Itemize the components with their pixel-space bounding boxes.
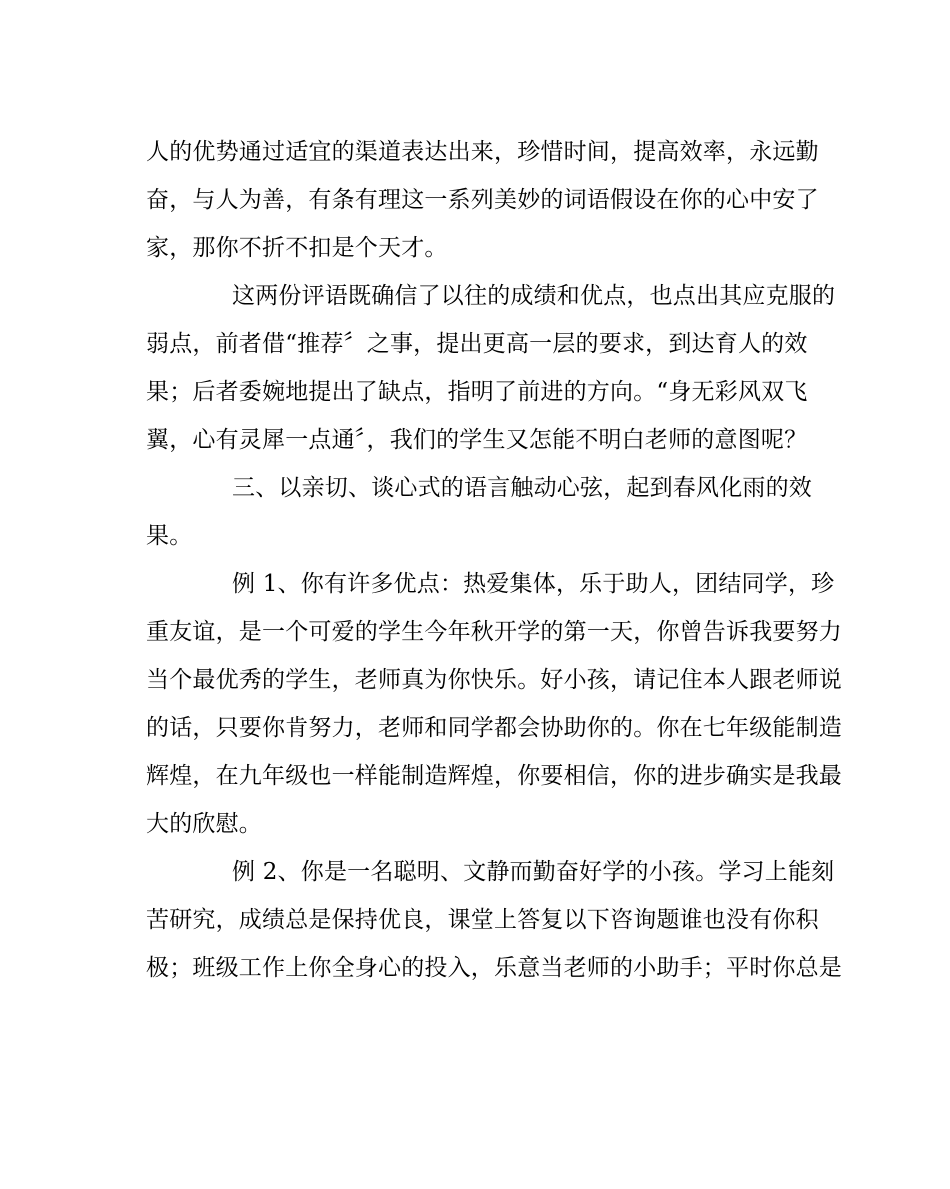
text-line-12: 当个最优秀的学生，老师真为你快乐。好小孩，请记住本人跟老师说 xyxy=(146,667,842,693)
text-line-5: 弱点，前者借“推荐〞之事，提出更高一层的要求，到达育人的效 xyxy=(146,331,808,357)
text-line-7: 翼，心有灵犀一点通〞，我们的学生又怎能不明白老师的意图呢？ xyxy=(146,427,808,453)
text-line-4: 这两份评语既确信了以往的成绩和优点，也点出其应克服的 xyxy=(232,283,836,309)
text-line-14: 辉煌，在九年级也一样能制造辉煌，你要相信，你的进步确实是我最 xyxy=(146,763,842,789)
text-line-17: 苦研究，成绩总是保持优良，课堂上答复以下咨询题谁也没有你积 xyxy=(146,907,819,933)
text-line-3: 家，那你不折不扣是个天才。 xyxy=(146,235,448,261)
text-line-6: 果；后者委婉地提出了缺点，指明了前进的方向。“身无彩风双飞 xyxy=(146,379,808,405)
text-line-9: 果。 xyxy=(146,523,193,549)
text-line-2: 奋，与人为善，有条有理这一系列美妙的词语假设在你的心中安了 xyxy=(146,187,819,213)
text-line-8: 三、以亲切、谈心式的语言触动心弦，起到春风化雨的效 xyxy=(232,475,812,501)
document-body xyxy=(146,128,842,992)
text-line-15: 大的欣慰。 xyxy=(146,811,262,837)
text-line-1: 人的优势通过适宜的渠道表达出来，珍惜时间，提高效率，永远勤 xyxy=(146,139,819,165)
text-line-18: 极；班级工作上你全身心的投入，乐意当老师的小助手；平时你总是 xyxy=(146,955,842,981)
text-line-16: 例 2、你是一名聪明、文静而勤奋好学的小孩。学习上能刻 xyxy=(232,859,835,885)
text-line-13: 的话，只要你肯努力，老师和同学都会协助你的。你在七年级能制造 xyxy=(146,715,842,741)
text-line-11: 重友谊，是一个可爱的学生今年秋开学的第一天，你曾告诉我要努力 xyxy=(146,619,842,645)
text-line-10: 例 1、你有许多优点：热爱集体，乐于助人，团结同学，珍 xyxy=(232,571,835,597)
